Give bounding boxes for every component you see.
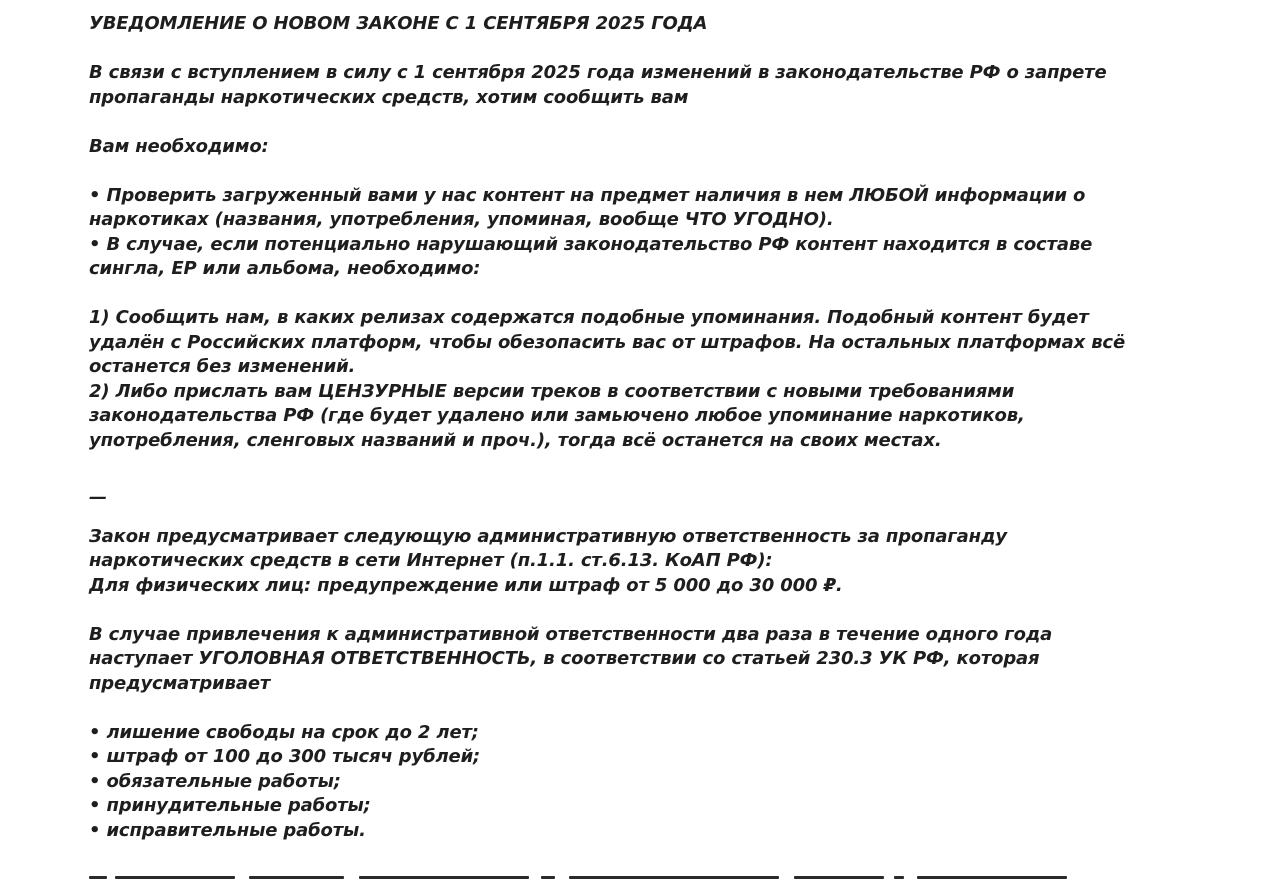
option-line: 2) Либо прислать вам ЦЕНЗУРНЫЕ версии треков в соответствии с новыми требованиями bbox=[89, 380, 1015, 402]
option-line: законодательства РФ (где будет удалено или замьючено любое упоминание наркотиков, bbox=[89, 405, 1025, 426]
bullet-line: наркотиках (названия, употребления, упоминая, вообще ЧТО УГОДНО). bbox=[89, 209, 834, 230]
blank-line bbox=[89, 598, 1229, 623]
penalty-item: • принудительные работы; bbox=[89, 795, 371, 816]
law-line: Для физических лиц: предупреждение или штраф от 5 000 до 30 000 ₽. bbox=[89, 574, 843, 596]
separator: — bbox=[89, 487, 107, 508]
document-title: УВЕДОМЛЕНИЕ О НОВОМ ЗАКОНЕ С 1 СЕНТЯБРЯ 2025 ГОДА bbox=[89, 13, 708, 34]
cut-off-text-line bbox=[89, 874, 1139, 882]
blank-line bbox=[89, 110, 1229, 135]
blank-line bbox=[89, 159, 1229, 184]
need-heading: Вам необходимо: bbox=[89, 135, 269, 157]
blank-line bbox=[89, 511, 1229, 525]
bullet-line: • В случае, если потенциально нарушающий законодательство РФ контент находится в составе bbox=[89, 233, 1093, 255]
penalty-item: • штраф от 100 до 300 тысяч рублей; bbox=[89, 746, 481, 767]
criminal-line: В случае привлечения к административной ответственности два раза в течение одного года bbox=[89, 623, 1053, 645]
criminal-line: предусматривает bbox=[89, 672, 271, 694]
intro-line: В связи с вступлением в силу с 1 сентября 2025 года изменений в законодательстве РФ о запрете bbox=[89, 62, 1107, 83]
penalty-item: • исправительные работы. bbox=[89, 819, 366, 841]
blank-line bbox=[89, 37, 1229, 62]
penalty-item: • обязательные работы; bbox=[89, 770, 341, 792]
criminal-line: наступает УГОЛОВНАЯ ОТВЕТСТВЕННОСТЬ, в соответствии со статьей 230.3 УК РФ, которая bbox=[89, 648, 1040, 669]
bullet-line: • Проверить загруженный вами у нас контент на предмет наличия в нем ЛЮБОЙ информации о bbox=[89, 184, 1086, 206]
option-line: останется без изменений. bbox=[89, 356, 356, 377]
bullet-line: сингла, ЕР или альбома, необходимо: bbox=[89, 258, 481, 279]
blank-line bbox=[89, 453, 1229, 486]
penalty-item: • лишение свободы на срок до 2 лет; bbox=[89, 721, 479, 743]
law-line: наркотических средств в сети Интернет (п.1.1. ст.6.13. КоАП РФ): bbox=[89, 550, 773, 571]
option-line: 1) Сообщить нам, в каких релизах содержатся подобные упоминания. Подобный контент будет bbox=[89, 307, 1089, 328]
intro-line: пропаганды наркотических средств, хотим сообщить вам bbox=[89, 86, 689, 108]
option-line: удалён с Российских платформ, чтобы обезопасить вас от штрафов. На остальных платформах всё bbox=[89, 331, 1126, 353]
option-line: употребления, сленговых названий и проч.), тогда всё останется на своих местах. bbox=[89, 429, 942, 451]
blank-line bbox=[89, 282, 1229, 307]
blank-line bbox=[89, 696, 1229, 721]
law-line: Закон предусматривает следующую административную ответственность за пропаганду bbox=[89, 525, 1007, 547]
document bbox=[89, 12, 1229, 843]
